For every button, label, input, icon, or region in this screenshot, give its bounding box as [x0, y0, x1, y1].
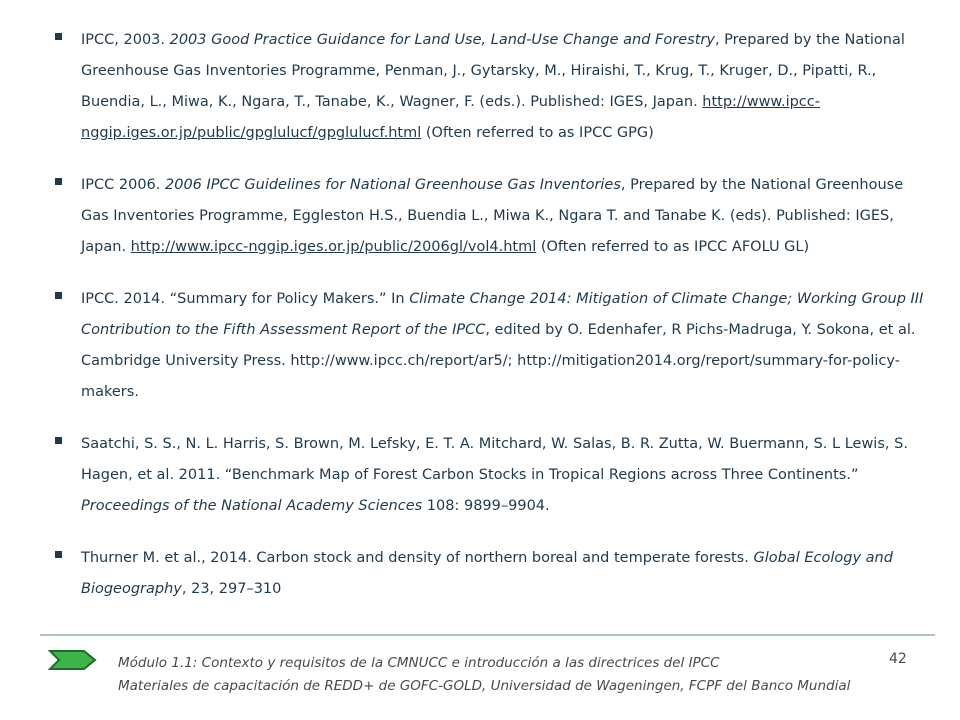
reference-title: Climate Change 2014: Mitigation of Climate Change; Working Group III Contribution to the Fifth Assessment Report of the IPCC	[81, 291, 924, 338]
reference-text: IPCC, 2003. 2003 Good Practice Guidance for Land Use, Land-Use Change and Forestry, Prepared by the National Greenhouse Gas Inventories Programme, Penman, J., Gytarsky, M., Hiraishi, T., Krug, T., Kruger, D., Pipatti, R., Buendia, L., Miwa, K., Ngara, T., Tanabe, K., Wagner, F. (eds.). Published: IGES, Japan. http://www.ipcc-nggip.iges.or.jp/public/gpglulucf/gpglulucf.html (Often referred to as IPCC GPG)	[81, 32, 905, 141]
reference-text: Saatchi, S. S., N. L. Harris, S. Brown, M. Lefsky, E. T. A. Mitchard, W. Salas, B. R. Zutta, W. Buermann, S. L Lewis, S. Hagen, et al. 2011. “Benchmark Map of Forest Carbon Stocks in Tropical Regions across Three Continents.” Proceedings of the National Academy Sciences 108: 9899–9904.	[81, 436, 908, 514]
reference-item	[55, 429, 935, 522]
bullet-square-icon	[55, 551, 62, 558]
next-arrow-icon	[48, 648, 98, 672]
reference-link[interactable]: http://www.ipcc-nggip.iges.or.jp/public/2006gl/vol4.html	[130, 239, 537, 255]
reference-title: 2003 Good Practice Guidance for Land Use, Land-Use Change and Forestry	[169, 32, 715, 48]
reference-link[interactable]: http://www.ipcc-nggip.iges.or.jp/public/gpglulucf/gpglulucf.html	[81, 94, 820, 141]
footer-divider	[40, 634, 935, 636]
bullet-square-icon	[55, 33, 62, 40]
reference-item	[55, 170, 935, 263]
reference-text: IPCC 2006. 2006 IPCC Guidelines for National Greenhouse Gas Inventories, Prepared by the National Greenhouse Gas Inventories Programme, Eggleston H.S., Buendia L., Miwa K., Ngara T. and Tanabe K. (eds). Published: IGES, Japan. http://www.ipcc-nggip.iges.or.jp/public/2006gl/vol4.html (Often referred to as IPCC AFOLU GL)	[81, 177, 904, 255]
reference-item	[55, 25, 935, 149]
bullet-square-icon	[55, 178, 62, 185]
reference-title: 2006 IPCC Guidelines for National Greenhouse Gas Inventories	[165, 177, 621, 193]
bullet-square-icon	[55, 292, 62, 299]
footer-text	[118, 652, 850, 698]
reference-item	[55, 543, 935, 605]
reference-text: IPCC. 2014. “Summary for Policy Makers.” In Climate Change 2014: Mitigation of Climate Change; Working Group III Contribution to the Fifth Assessment Report of the IPCC, edited by O. Edenhafer, R Pichs-Madruga, Y. Sokona, et al. Cambridge University Press. http://www.ipcc.ch/report/ar5/; http://mitigation2014.org/report/summary-for-policy-makers.	[81, 291, 924, 400]
footer-module: Módulo 1.1: Contexto y requisitos de la CMNUCC e introducción a las directrices del IPCC	[118, 655, 720, 671]
reference-list	[55, 25, 935, 626]
reference-text: Thurner M. et al., 2014. Carbon stock and density of northern boreal and temperate forests. Global Ecology and Biogeography, 23, 297–310	[81, 550, 893, 597]
reference-title: Proceedings of the National Academy Sciences	[81, 498, 423, 514]
page-number: 42	[889, 651, 907, 667]
reference-item	[55, 284, 935, 408]
reference-title: Global Ecology and Biogeography	[81, 550, 893, 597]
bullet-square-icon	[55, 437, 62, 444]
footer-credits: Materiales de capacitación de REDD+ de GOFC-GOLD, Universidad de Wageningen, FCPF del Banco Mundial	[118, 678, 851, 694]
